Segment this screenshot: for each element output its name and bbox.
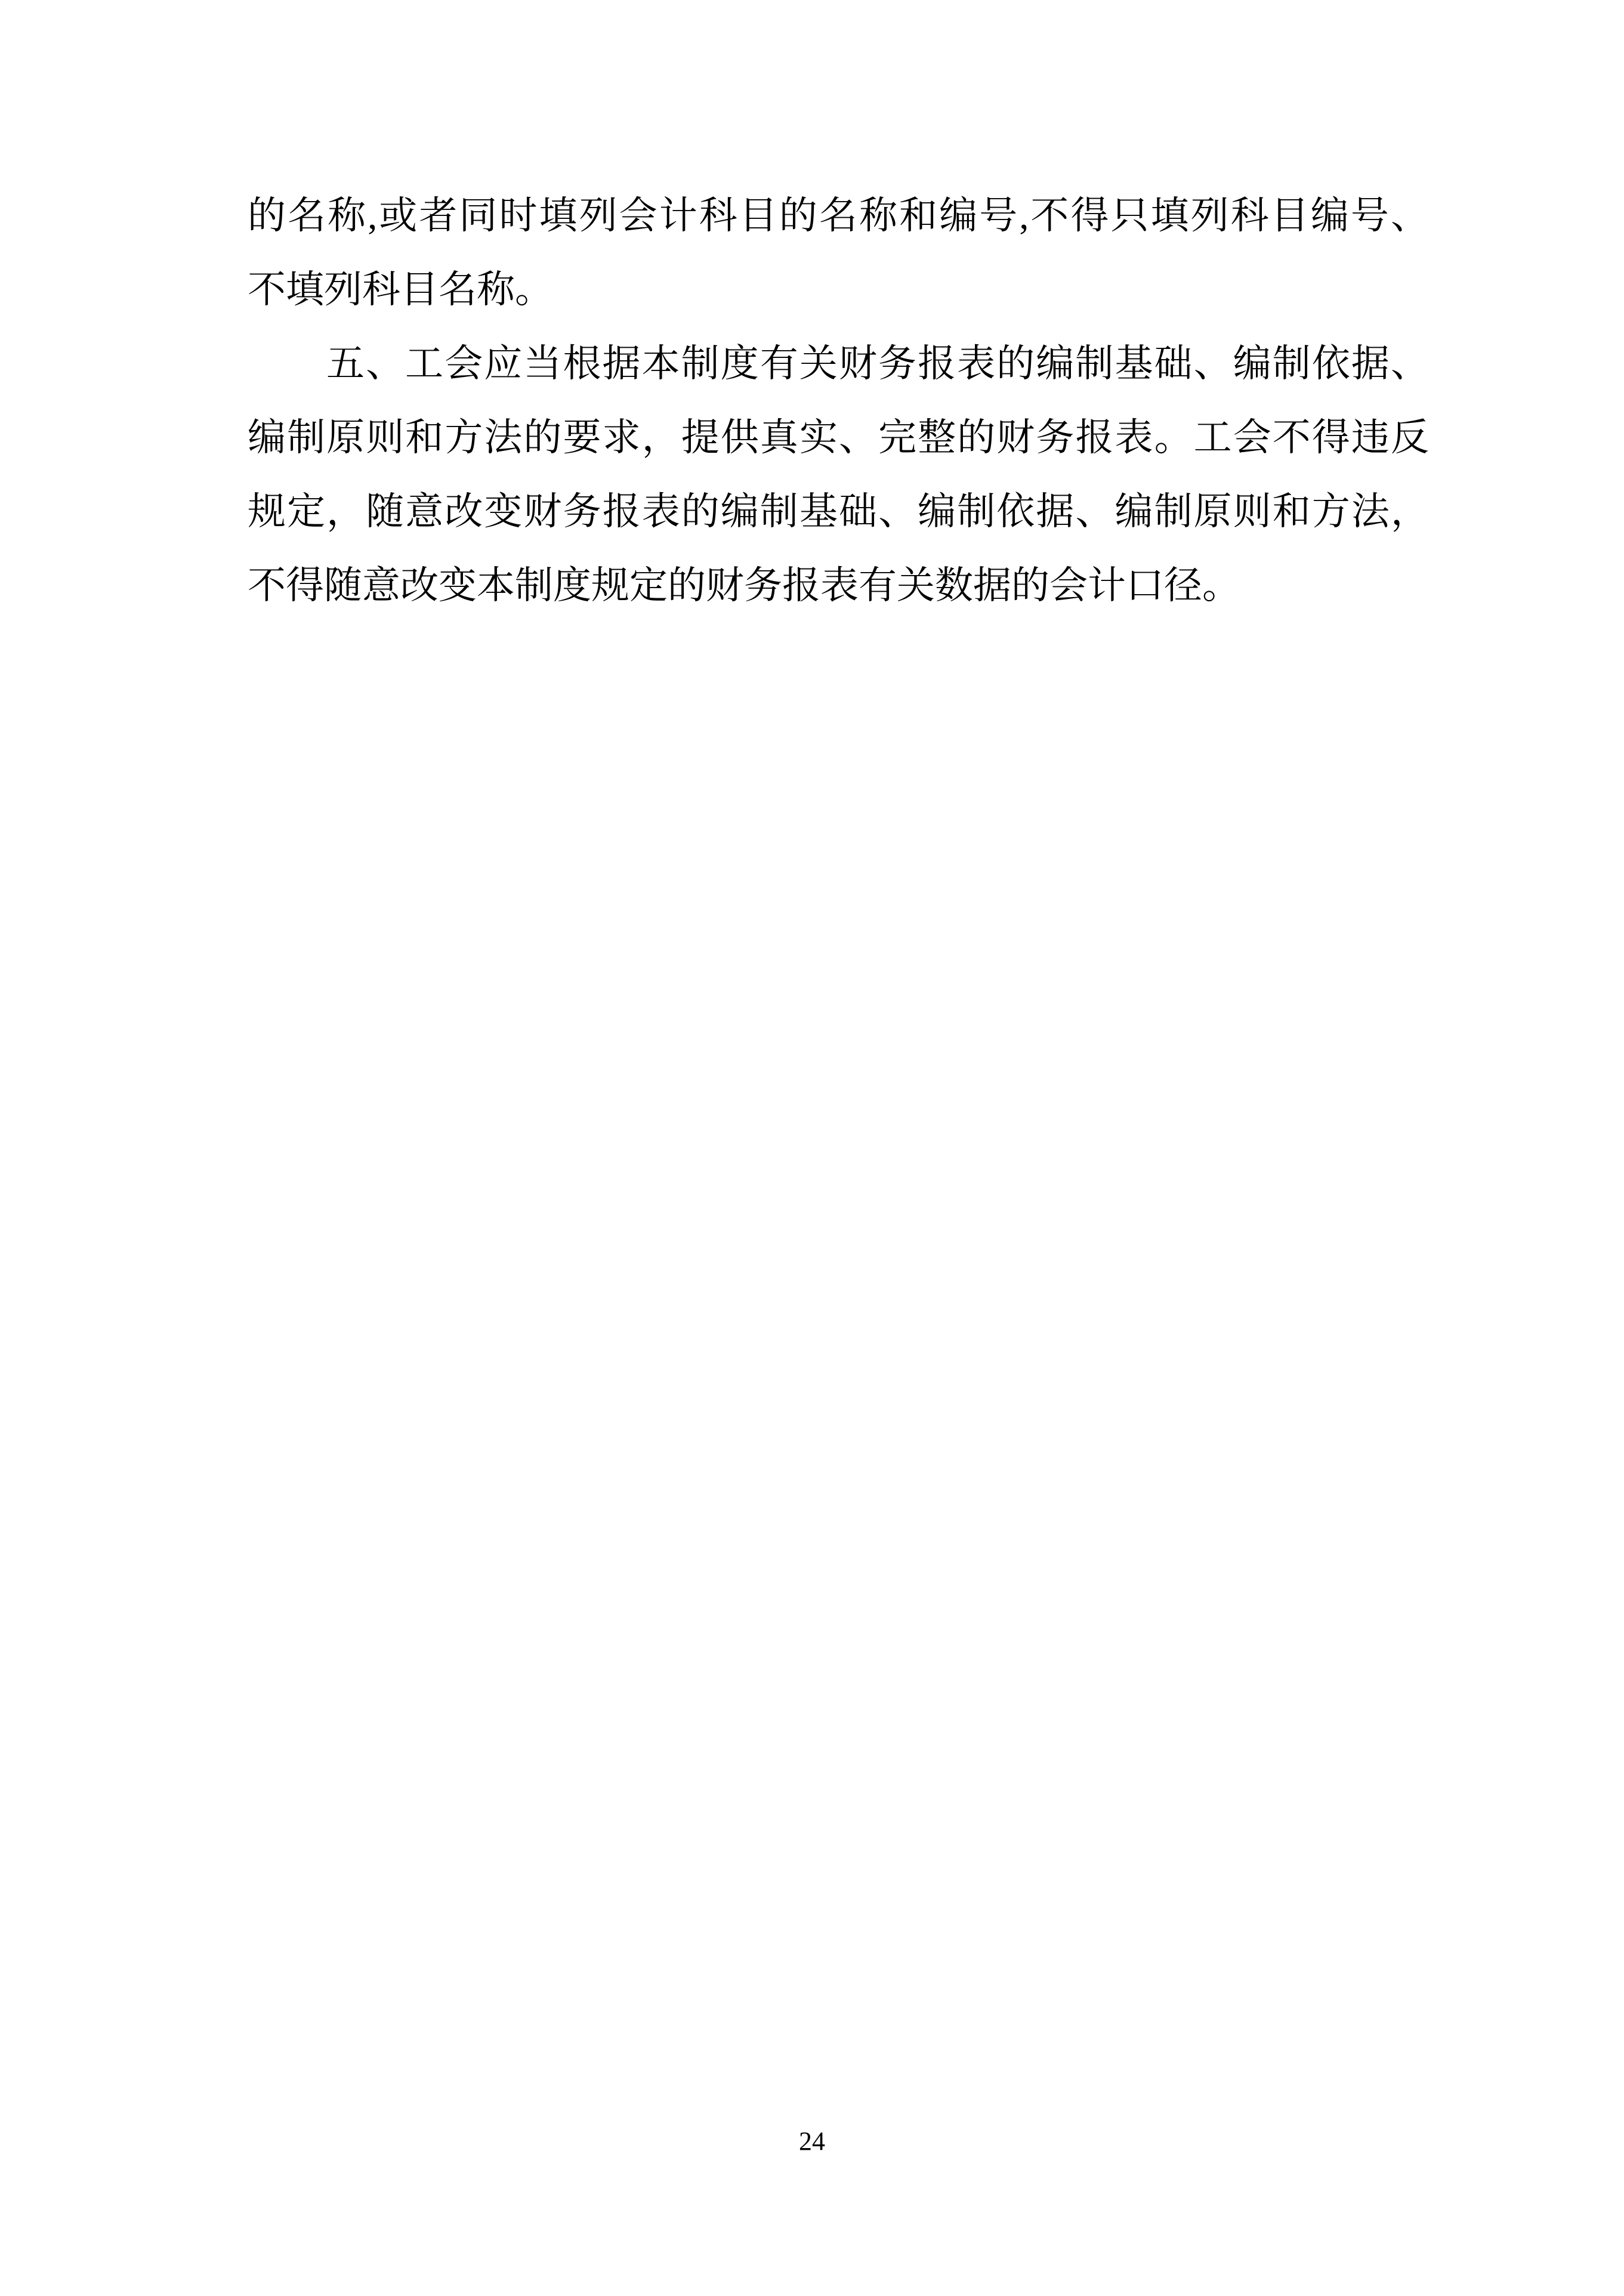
page-number: 24 xyxy=(799,2127,825,2156)
text-line: 编制原则和方法的要求，提供真实、完整的财务报表。工会不得违反 xyxy=(248,416,1429,459)
body-text-block xyxy=(248,179,1429,623)
text-line: 的名称,或者同时填列会计科目的名称和编号,不得只填列科目编号、 xyxy=(248,194,1429,237)
text-line: 不填列科目名称。 xyxy=(248,268,553,311)
text-line: 规定，随意改变财务报表的编制基础、编制依据、编制原则和方法， xyxy=(248,490,1429,533)
text-line: 五、工会应当根据本制度有关财务报表的编制基础、编制依据、 xyxy=(326,342,1429,385)
text-line: 不得随意改变本制度规定的财务报表有关数据的会计口径。 xyxy=(248,564,1240,607)
